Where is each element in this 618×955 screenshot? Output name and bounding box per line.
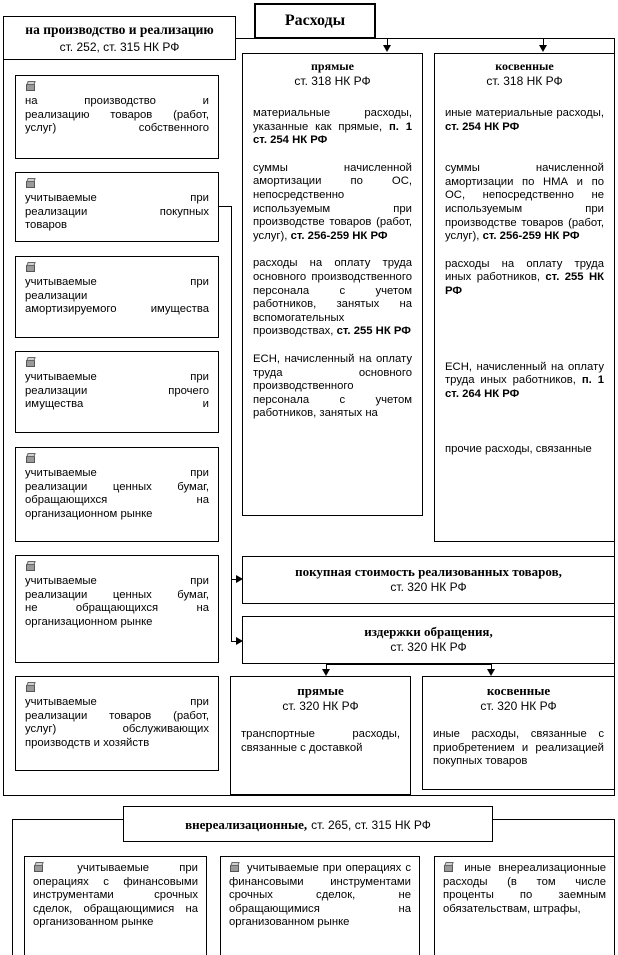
document-icon (25, 178, 36, 192)
document-icon (25, 682, 36, 696)
direct-ref: ст. 318 НК РФ (294, 74, 371, 88)
expenses-title: Расходы (284, 12, 346, 29)
indirect-ref: ст. 318 НК РФ (486, 74, 563, 88)
indirect-expenses-box (434, 53, 615, 542)
nonoperating-item-text: иные внереализационные расходы (в том числе проценты по заемным обязательствам, штрафы, (443, 862, 606, 915)
document-icon (25, 561, 36, 575)
document-icon (229, 862, 240, 873)
purchase-cost-box (242, 556, 615, 604)
distribution-costs-box (242, 616, 615, 664)
dist-indirect-title: косвенные (486, 683, 551, 698)
left-item-line: учитываемые при (25, 575, 209, 587)
dist-direct-box (230, 676, 411, 795)
indirect-item: ЕСН, начисленный на оплату труда иных работников, п. 1 ст. 264 НК РФ (445, 360, 605, 400)
left-item-securities-not-traded (15, 555, 219, 663)
dist-direct-title: прямые (297, 683, 344, 698)
nonoperating-title: внереализационные, (185, 817, 308, 832)
dist-direct-text: транспортные расходы, связанные с доставкой (241, 728, 400, 754)
left-item-own-production (15, 75, 219, 159)
left-item-line: организационном рынке (25, 615, 153, 628)
left-item-line: учитываемые при (25, 467, 209, 479)
left-item-line: амортизируемого имущества (25, 303, 209, 316)
dist-indirect-box (422, 676, 615, 790)
nonoperating-ref: ст. 265, ст. 315 НК РФ (311, 818, 431, 832)
nonoperating-item-organized-market (24, 856, 207, 955)
document-icon (25, 453, 36, 467)
document-icon (25, 357, 36, 371)
purchase-cost-ref: ст. 320 НК РФ (390, 580, 467, 594)
dist-indirect-ref: ст. 320 НК РФ (480, 699, 557, 713)
indirect-item: суммы начисленной амортизации по НМА и по ОС, непосредственно не используемым при производстве товаров (работ, услуг), ст. 256-259 НК РФ (445, 162, 604, 243)
left-item-line: услуг) обслуживающих (25, 723, 209, 736)
indirect-title: косвенные (495, 59, 554, 73)
document-icon (25, 262, 36, 276)
left-item-line: реализацию товаров (работ, (25, 108, 209, 121)
nonoperating-item-other (434, 856, 615, 955)
direct-title: прямые (311, 59, 354, 73)
left-item-line: товаров (25, 219, 68, 232)
distribution-costs-title: издержки обращения, (364, 624, 493, 639)
direct-item: материальные расходы, указанные как прямые, п. 1 ст. 254 НК РФ (253, 107, 413, 147)
left-item-line: реализации (25, 289, 88, 302)
distribution-costs-ref: ст. 320 НК РФ (390, 640, 467, 654)
left-item-line: не обращающихся на (25, 602, 209, 615)
production-header-box (3, 16, 236, 60)
indirect-item: прочие расходы, связанные (445, 443, 592, 456)
dist-indirect-text: иные расходы, связанные с приобретением и реализацией покупных товаров (433, 728, 604, 768)
expenses-title-box (254, 3, 376, 39)
direct-item: расходы на оплату труда основного производственного персонала с учетом работников, занятых на вспомогательных производствах, ст. 255 НК РФ (253, 257, 412, 338)
left-item-line: реализации ценных бумаг, (25, 480, 209, 493)
production-ref: ст. 252, ст. 315 НК РФ (59, 40, 180, 54)
left-item-line: реализации прочего (25, 384, 209, 397)
indirect-item: иные материальные расходы, ст. 254 НК РФ (445, 107, 604, 133)
left-item-line: учитываемые при (25, 276, 209, 288)
purchase-cost-title: покупная стоимость реализованных товаров, (295, 564, 562, 579)
indirect-item: расходы на оплату труда иных работников, ст. 255 НК РФ (445, 257, 604, 297)
document-icon (25, 81, 36, 95)
left-item-line: учитываемые при (25, 192, 209, 204)
left-item-line: организационном рынке (25, 507, 153, 520)
left-item-line: на производство и (25, 95, 209, 107)
direct-item: суммы начисленной амортизации по ОС, непосредственно используемым при производстве товаров (работ, услуг), ст. 256-259 НК РФ (253, 161, 412, 242)
production-title: на производство и реализацию (25, 22, 214, 37)
nonoperating-item-text: учитываемые при операциях с финансовыми инструментами срочных сделок, не обращающимися на организованном рынке (229, 862, 411, 929)
nonoperating-header-box (123, 806, 493, 842)
nonoperating-item-not-organized-market (220, 856, 420, 955)
left-item-depreciable-property (15, 256, 219, 338)
left-item-service-production (15, 676, 219, 771)
left-item-line: учитываемые при (25, 696, 209, 708)
left-item-purchased-goods (15, 172, 219, 242)
left-item-line: учитываемые при (25, 371, 209, 383)
direct-item: ЕСН, начисленный на оплату труда основного производственного персонала с учетом работников, занятых на (253, 352, 412, 420)
document-icon (443, 862, 454, 873)
left-item-line: реализации товаров (работ, (25, 709, 209, 722)
document-icon (33, 862, 44, 873)
left-item-securities-traded (15, 447, 219, 542)
direct-expenses-box (242, 53, 423, 516)
left-item-line: реализации покупных (25, 205, 209, 218)
nonoperating-item-text: учитываемые при операциях с финансовыми инструментами срочных сделок, обращающимися на организованном рынке (33, 862, 198, 929)
left-item-line: обращающихся на (25, 494, 209, 507)
dist-direct-ref: ст. 320 НК РФ (282, 699, 359, 713)
left-item-line: услуг) собственного (25, 122, 209, 135)
left-item-line: производств и хозяйств (25, 736, 150, 749)
left-item-line: имущества и (25, 398, 209, 411)
left-item-other-property (15, 351, 219, 433)
left-item-line: реализации ценных бумаг, (25, 588, 209, 601)
